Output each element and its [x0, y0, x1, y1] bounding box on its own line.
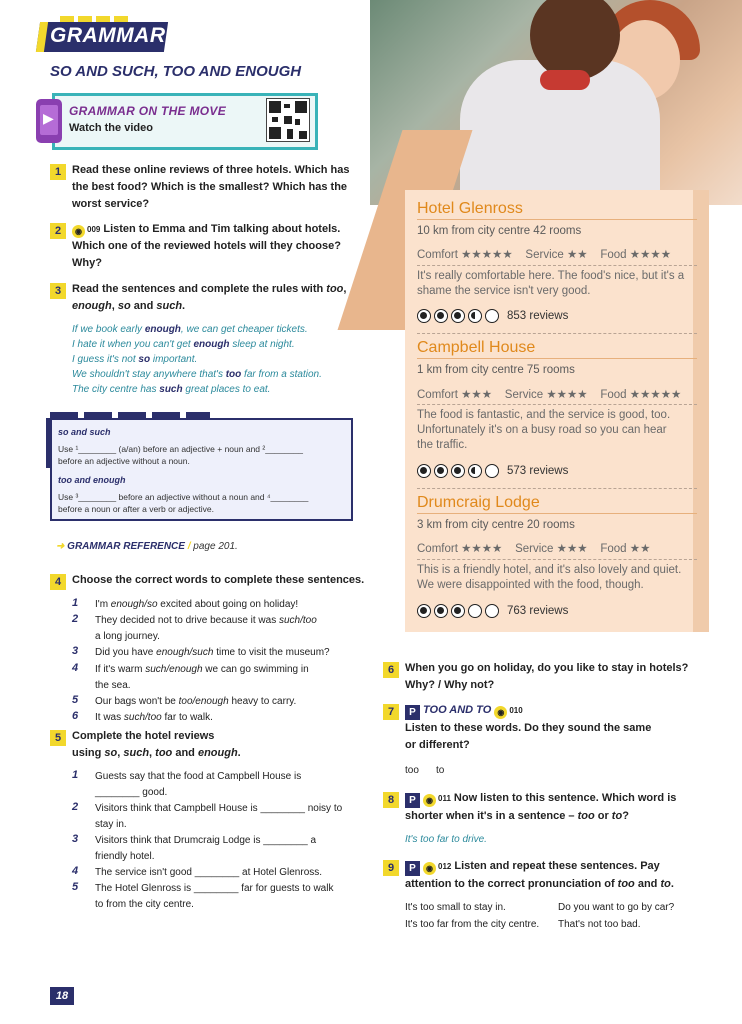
divider	[417, 265, 697, 266]
item-number: 4	[72, 865, 79, 877]
example-sentence: If we book early enough, we can get cheaper tickets.	[72, 324, 308, 335]
divider	[417, 219, 697, 220]
hotel-info: 3 km from city centre 20 rooms	[417, 519, 575, 531]
lesson-subtitle: SO AND SUCH, TOO AND ENOUGH	[50, 63, 302, 80]
exercise-number: 8	[383, 792, 399, 808]
grammar-on-the-move-title: GRAMMAR ON THE MOVE	[69, 104, 227, 118]
watch-video-link[interactable]: Watch the video	[69, 122, 153, 134]
audio-track: 011	[438, 794, 451, 803]
hotel-review-text: It's really comfortable here. The food's nice, but it's a shame the service isn't very good.	[417, 270, 685, 297]
hotel-ratings: Comfort ★★★★★ Service ★★ Food ★★★★	[417, 249, 672, 261]
rating-dots	[417, 604, 499, 618]
example-sentence: It's too far to drive.	[405, 834, 487, 845]
item-number: 2	[72, 613, 79, 625]
practice-sentence: It's too small to stay in.	[405, 902, 506, 913]
full-rating-dot-icon	[417, 604, 431, 618]
exercise-3-instruction: Read the sentences and complete the rules with too, enough, so and such.	[72, 283, 347, 312]
review-score: 853 reviews	[417, 309, 568, 323]
exercise-item[interactable]: The service isn't good ________ at Hotel Glenross.	[95, 867, 323, 878]
exercise-6-instruction: When you go on holiday, do you like to stay in hotels? Why? / Why not?	[405, 662, 689, 691]
exercise-item[interactable]: Did you have enough/such time to visit the museum?	[95, 647, 330, 658]
exercise-item[interactable]: If it's warm such/enough we can go swimming in the sea.	[95, 664, 309, 691]
item-number: 3	[72, 645, 79, 657]
exercise-4-instruction: Choose the correct words to complete these sentences.	[72, 574, 365, 586]
word-too: too	[405, 765, 419, 776]
rule-heading: so and such	[58, 427, 111, 437]
hotel-info: 10 km from city centre 42 rooms	[417, 225, 582, 237]
empty-rating-dot-icon	[485, 604, 499, 618]
review-score: 573 reviews	[417, 464, 568, 478]
item-number: 1	[72, 597, 79, 609]
full-rating-dot-icon	[417, 309, 431, 323]
exercise-item[interactable]: Visitors think that Campbell House is ________ noisy to stay in.	[95, 803, 343, 830]
hotel-review-text: This is a friendly hotel, and it's also lovely and quiet. We were disappointed with the food, though.	[417, 564, 682, 591]
example-sentence: I guess it's not so important.	[72, 354, 198, 365]
exercise-number: 7	[383, 704, 399, 720]
pronunciation-badge: P	[405, 861, 420, 876]
exercise-item[interactable]: It was such/too far to walk.	[95, 712, 213, 723]
audio-track: 012	[438, 862, 452, 871]
rating-dots	[417, 464, 499, 478]
hotel-name: Hotel Glenross	[417, 200, 523, 217]
example-sentence: We shouldn't stay anywhere that's too far from a station.	[72, 369, 322, 380]
exercise-number: 3	[50, 283, 66, 299]
pronunciation-badge: P	[405, 793, 420, 808]
exercise-number: 9	[383, 860, 399, 876]
section-title: GRAMMAR	[50, 24, 166, 47]
rule-box-accent	[46, 418, 51, 468]
exercise-number: 1	[50, 164, 66, 180]
exercise-item[interactable]: Our bags won't be too/enough heavy to carry.	[95, 696, 297, 707]
rating-dots	[417, 309, 499, 323]
full-rating-dot-icon	[434, 309, 448, 323]
item-number: 6	[72, 710, 79, 722]
audio-icon[interactable]: ◉	[423, 794, 436, 807]
exercise-2-instruction: ◉ 009 Listen to Emma and Tim talking about hotels. Which one of the reviewed hotels will they choose? Why?	[72, 223, 341, 269]
exercise-number: 5	[50, 730, 66, 746]
rule-text: Use ¹________ (a/an) before an adjective + noun and ²________ before an adjective without a noun.	[58, 444, 304, 466]
example-sentence: I hate it when you can't get enough sleep at night.	[72, 339, 295, 350]
item-number: 2	[72, 801, 79, 813]
exercise-number: 6	[383, 662, 399, 678]
photo-headphones	[540, 70, 590, 90]
word-to: to	[436, 765, 445, 776]
exercise-number: 2	[50, 223, 66, 239]
pronunciation-badge: P	[405, 705, 420, 720]
play-icon: ▶	[43, 110, 54, 126]
rule-text: Use ³________ before an adjective without a noun and ⁴________ before a noun or after a verb or adjective.	[58, 492, 309, 514]
divider	[417, 404, 697, 405]
hotel-name: Campbell House	[417, 339, 536, 356]
item-number: 3	[72, 833, 79, 845]
half-rating-dot-icon	[468, 309, 482, 323]
review-score: 763 reviews	[417, 604, 568, 618]
divider	[417, 333, 697, 334]
hotel-info: 1 km from city centre 75 rooms	[417, 364, 575, 376]
full-rating-dot-icon	[451, 464, 465, 478]
example-sentence: The city centre has such great places to eat.	[72, 384, 271, 395]
practice-sentence: That's not too bad.	[558, 919, 641, 930]
exercise-8-instruction: P ◉ 011 Now listen to this sentence. Which word is shorter when it's in a sentence – too or to?	[405, 792, 677, 822]
full-rating-dot-icon	[451, 604, 465, 618]
practice-sentence: It's too far from the city centre.	[405, 919, 540, 930]
hotel-review-text: The food is fantastic, and the service is good, too. Unfortunately it's on a busy road so you can hear the traffic.	[417, 409, 671, 451]
divider	[417, 559, 697, 560]
exercise-item[interactable]: I'm enough/so excited about going on holiday!	[95, 599, 299, 610]
exercise-item[interactable]: Visitors think that Drumcraig Lodge is ________ a friendly hotel.	[95, 835, 317, 862]
hotel-ratings: Comfort ★★★ Service ★★★★ Food ★★★★★	[417, 389, 682, 401]
practice-sentence: Do you want to go by car?	[558, 902, 675, 913]
exercise-item[interactable]: The Hotel Glenross is ________ far for guests to walk to from the city centre.	[95, 883, 334, 910]
audio-icon[interactable]: ◉	[494, 706, 507, 719]
exercise-1-instruction: Read these online reviews of three hotels. Which has the best food? Which is the smallest? Which has the worst service?	[72, 164, 350, 210]
audio-track: 009	[87, 225, 101, 234]
full-rating-dot-icon	[451, 309, 465, 323]
full-rating-dot-icon	[434, 464, 448, 478]
empty-rating-dot-icon	[485, 464, 499, 478]
divider	[417, 358, 697, 359]
grammar-reference-link[interactable]: ➜ GRAMMAR REFERENCE / page 201.	[56, 541, 238, 552]
full-rating-dot-icon	[417, 464, 431, 478]
empty-rating-dot-icon	[485, 309, 499, 323]
hotel-name: Drumcraig Lodge	[417, 494, 540, 511]
divider	[417, 513, 697, 514]
item-number: 5	[72, 881, 79, 893]
audio-track: 010	[509, 706, 523, 715]
item-number: 1	[72, 769, 79, 781]
qr-code-icon[interactable]	[266, 98, 310, 142]
empty-rating-dot-icon	[468, 604, 482, 618]
exercise-9-instruction: P ◉ 012 Listen and repeat these sentences. Pay attention to the correct pronunciation of too and to.	[405, 860, 674, 890]
audio-icon[interactable]: ◉	[72, 225, 85, 238]
item-number: 5	[72, 694, 79, 706]
exercise-5-instruction: Complete the hotel reviews using so, such, too and enough.	[72, 730, 241, 759]
exercise-item[interactable]: They decided not to drive because it was such/too a long journey.	[95, 615, 317, 642]
full-rating-dot-icon	[434, 604, 448, 618]
exercise-7-instruction: P TOO AND TO ◉ 010 Listen to these words. Do they sound the same or different?	[405, 704, 652, 751]
exercise-item[interactable]: Guests say that the food at Campbell House is ________ good.	[95, 771, 302, 798]
hotel-ratings: Comfort ★★★★ Service ★★★ Food ★★	[417, 543, 651, 555]
exercise-number: 4	[50, 574, 66, 590]
item-number: 4	[72, 662, 79, 674]
page-number: 18	[50, 987, 74, 1005]
audio-icon[interactable]: ◉	[423, 862, 436, 875]
rule-heading: too and enough	[58, 475, 126, 485]
divider	[417, 488, 697, 489]
half-rating-dot-icon	[468, 464, 482, 478]
arrow-right-icon: ➜	[56, 541, 68, 552]
